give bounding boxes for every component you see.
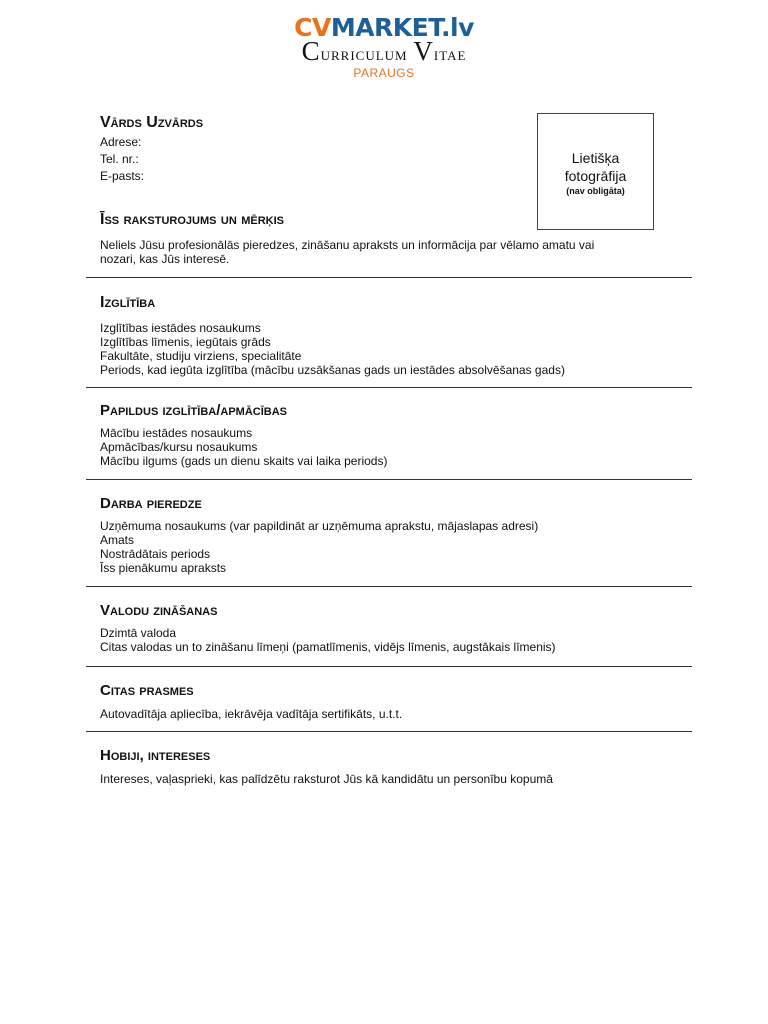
section-languages [100, 602, 692, 654]
section-body [100, 238, 692, 266]
section-title: Izglītība [100, 294, 156, 311]
section-additional-education [100, 402, 692, 468]
section-line: Nostrādātais periods [100, 547, 211, 561]
section-line: nozari, kas Jūs interesē. [100, 252, 230, 266]
section-divider [86, 277, 692, 278]
section-line: Periods, kad iegūta izglītība (mācību uzsākšanas gads un iestādes absolvēšanas gads) [100, 363, 565, 377]
section-divider [86, 666, 692, 667]
section-line: Fakultāte, studiju virziens, specialitāte [100, 349, 302, 363]
section-line: Dzimtā valoda [100, 626, 177, 640]
section-line: Uzņēmuma nosaukums (var papildināt ar uzņēmuma aprakstu, mājaslapas adresi) [100, 519, 539, 533]
section-line: Citas valodas un to zināšanu līmeņi (pamatlīmenis, vidējs līmenis, augstākais līmenis) [100, 640, 556, 654]
section-title: Darba pieredze [100, 495, 202, 512]
section-line: Autovadītāja apliecība, iekrāvēja vadītāja sertifikāts, u.t.t. [100, 707, 403, 721]
photo-label-2: fotogrāfija [564, 168, 627, 184]
email-label: E-pasts: [100, 169, 145, 183]
section-body [100, 321, 692, 377]
section-line: Amats [100, 533, 135, 547]
section-line: Mācību ilgums (gads un dienu skaits vai laika periods) [100, 454, 388, 468]
section-hobbies [100, 747, 692, 786]
section-body [100, 626, 692, 654]
section-line: Īss pienākumu apraksts [100, 561, 227, 575]
section-title: Valodu zināšanas [100, 602, 218, 619]
section-title: Hobiji, intereses [100, 747, 211, 764]
person-name: Vārds Uzvārds [100, 114, 204, 131]
section-body [100, 519, 692, 575]
section-work-experience [100, 495, 692, 575]
document-title [0, 37, 768, 69]
logo-market: MARKET.lv [330, 13, 474, 42]
section-divider [86, 731, 692, 732]
document-subtitle: PARAUGS [353, 66, 415, 80]
section-line: Izglītības līmenis, iegūtais grāds [100, 335, 271, 349]
phone-label: Tel. nr.: [100, 152, 139, 166]
section-education [100, 294, 692, 377]
photo-note: (nav obligāta) [566, 186, 625, 196]
section-body [100, 707, 692, 721]
address-label: Adrese: [100, 135, 142, 149]
section-line: Izglītības iestādes nosaukums [100, 321, 261, 335]
section-summary [100, 211, 692, 266]
section-divider [86, 479, 692, 480]
section-line: Apmācības/kursu nosaukums [100, 440, 258, 454]
title-rest-2: itae [433, 44, 467, 65]
section-line: Mācību iestādes nosaukums [100, 426, 253, 440]
section-title: Papildus izglītība/apmācības [100, 402, 288, 419]
section-body [100, 426, 692, 468]
title-initial-2: V [413, 36, 434, 66]
section-line: Neliels Jūsu profesionālās pieredzes, zināšanu apraksts un informācija par vēlamo amatu vai [100, 238, 595, 252]
title-initial-1: C [301, 36, 321, 66]
title-rest-1: urriculum [320, 44, 414, 65]
section-divider [86, 586, 692, 587]
section-other-skills [100, 682, 692, 721]
section-line: Intereses, vaļasprieki, kas palīdzētu raksturot Jūs kā kandidātu un personību kopumā [100, 772, 553, 786]
photo-label-1: Lietišķa [571, 150, 620, 166]
section-divider [86, 387, 692, 388]
section-title: Īss raksturojums un mērķis [100, 211, 285, 228]
contact-block [100, 134, 144, 185]
section-body [100, 772, 692, 786]
section-title: Citas prasmes [100, 682, 194, 699]
logo-cv: CV [294, 13, 331, 42]
